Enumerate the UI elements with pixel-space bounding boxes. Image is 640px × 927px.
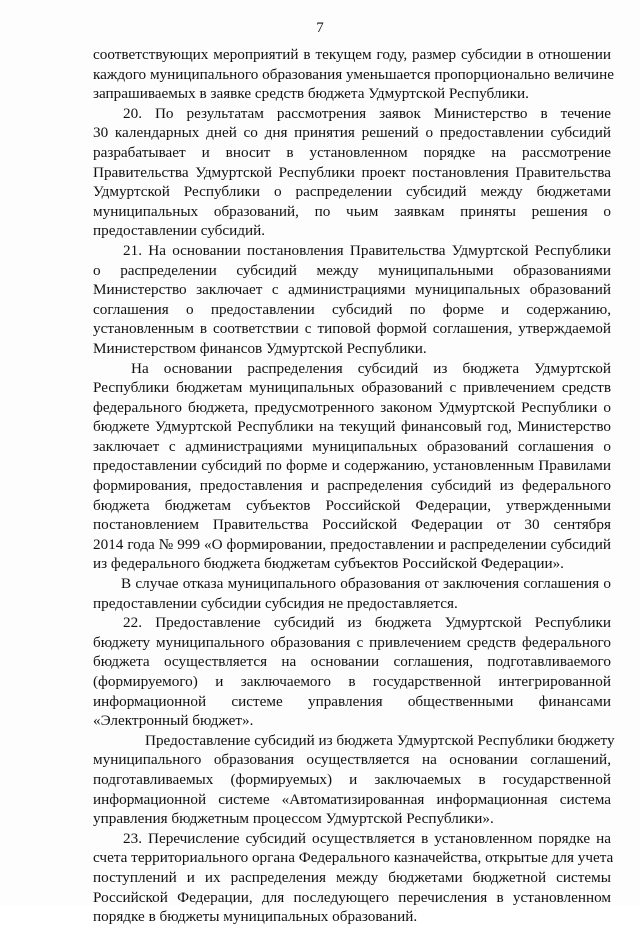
text-line: 20. По результатам рассмотрения заявок Министерство в течение (123, 104, 611, 122)
paragraph (93, 104, 611, 241)
text-line: 22. Предоставление субсидий из бюджета Удмуртской Республики (123, 614, 611, 632)
text-line: порядке в бюджеты муниципальных образований. (93, 908, 418, 926)
text-line: счета территориального органа Федерального казначейства, открытые для учета (93, 849, 614, 867)
text-line: управления бюджетным процессом Удмуртской Республики». (93, 810, 494, 828)
text-line: 2014 года № 999 «О формировании, предоставлении и распределении субсидий (93, 535, 611, 553)
text-line: бюджету муниципального образования с привлечением средств федерального (93, 633, 611, 651)
text-line: подготавливаемых (формируемых) и заключаемых в государственной (93, 770, 611, 788)
text-line: «Электронный бюджет». (93, 712, 254, 730)
text-line: Российской Федерации, для последующего перечисления в установленном (93, 888, 611, 906)
text-line: Предоставление субсидий из бюджета Удмуртской Республики бюджету (145, 731, 615, 749)
text-line: 21. На основании постановления Правительства Удмуртской Республики (123, 241, 611, 259)
text-line: (формируемого) и заключаемого в государственной интегрированной (93, 673, 611, 690)
text-line: предоставлении субсидий. (93, 222, 266, 240)
paragraph (93, 45, 615, 104)
text-line: поступлений и их распределения между бюджетами бюджетной системы (93, 868, 611, 886)
text-line: бюджета осуществляется на основании соглашения, подготавливаемого (93, 653, 611, 671)
text-line: 23. Перечисление субсидий осуществляется в установленном порядке на (123, 829, 611, 847)
text-line: информационной системе «Автоматизированная информационная система (93, 790, 611, 808)
text-line: 30 календарных дней со дня принятия решений о предоставлении субсидий (93, 124, 611, 142)
text-line: бюджета бюджетам субъектов Российской Федерации, утвержденными (93, 496, 611, 514)
text-line: предоставлении субсидий по форме и содержанию, установленным Правилами (93, 457, 611, 475)
paragraph (93, 241, 611, 359)
text-line: федерального бюджета, предусмотренного законом Удмуртской Республики о (93, 398, 611, 416)
text-line: Республики бюджетам муниципальных образований с привлечением средств (93, 379, 611, 397)
text-line: На основании распределения субсидий из бюджета Удмуртской (131, 359, 611, 377)
paragraph (93, 731, 615, 829)
paragraph (93, 829, 614, 927)
text-line: формирования, предоставления и распределения субсидий из федерального (93, 477, 611, 495)
text-line: о распределении субсидий между муниципальными образованиями (93, 261, 611, 279)
text-line: Министерством финансов Удмуртской Республики. (93, 339, 427, 357)
text-line: заключает с администрациями муниципальных образований соглашения о (93, 437, 611, 455)
paragraph (93, 613, 611, 731)
text-line: бюджете Удмуртской Республики на текущий финансовый год, Министерство (93, 418, 611, 436)
text-line: В случае отказа муниципального образования от заключения соглашения о (121, 575, 611, 593)
text-line: из федерального бюджета бюджетам субъектов Российской Федерации». (93, 555, 564, 573)
text-line: соглашения о предоставлении субсидий по форме и содержанию, (93, 300, 611, 318)
text-line: Удмуртской Республики о распределении субсидий между бюджетами (93, 183, 611, 201)
text-line: Министерство заключает с администрациями муниципальных образований (93, 281, 611, 299)
text-line: соответствующих мероприятий в текущем году, размер субсидии в отношении (93, 46, 611, 63)
text-line: предоставлении субсидии субсидия не предоставляется. (93, 594, 458, 612)
text-line: муниципального образования осуществляется на основании соглашений, (93, 751, 611, 769)
page-number: 7 (316, 20, 324, 36)
text-line: Правительства Удмуртской Республики проект постановления Правительства (93, 163, 611, 181)
text-line: запрашиваемых в заявке средств бюджета Удмуртской Республики. (93, 85, 529, 103)
text-line: информационной системе управления общественными финансами (93, 692, 611, 710)
document-body (93, 45, 615, 927)
paragraph (93, 359, 611, 575)
text-line: муниципальных образований, по чьим заявкам приняты решения о (93, 202, 611, 220)
paragraph (93, 574, 611, 613)
text-line: разрабатывает и вносит в установленном порядке на рассмотрение (93, 143, 611, 161)
text-line: установленным в соответствии с типовой формой соглашения, утверждаемой (93, 320, 611, 338)
text-line: каждого муниципального образования уменьшается пропорционально величине (93, 65, 615, 83)
text-line: постановлением Правительства Российской Федерации от 30 сентября (93, 516, 611, 534)
